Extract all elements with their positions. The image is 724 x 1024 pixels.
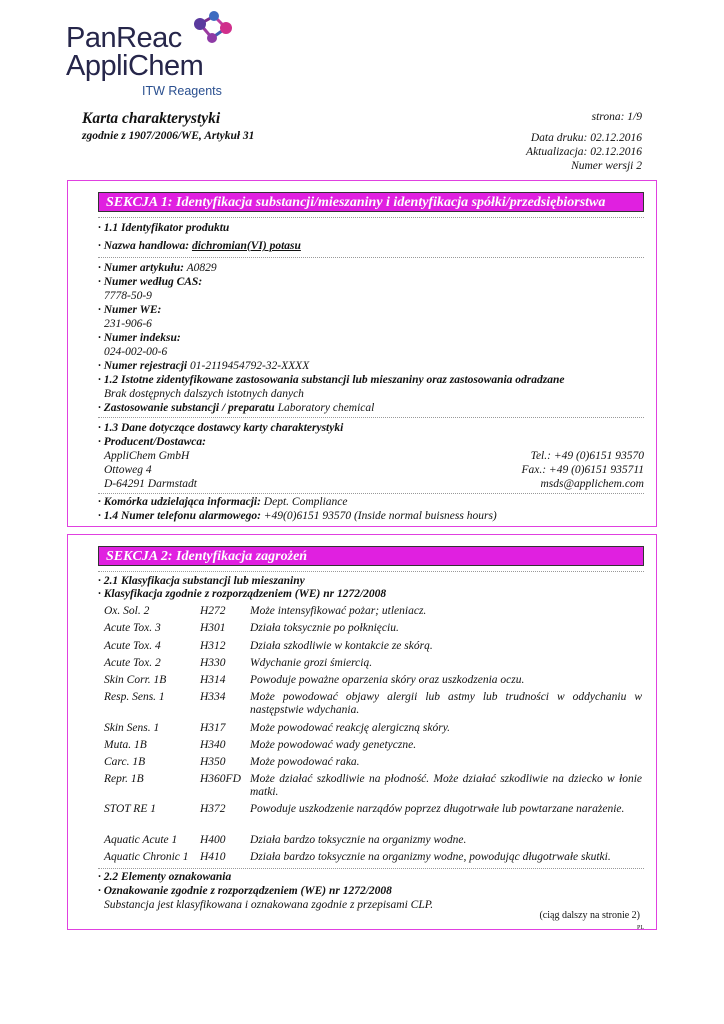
info-label: · Komórka udzielająca informacji:: [98, 496, 261, 508]
brand-name-line2: AppliChem: [66, 50, 204, 82]
company-name: AppliChem GmbH: [104, 450, 190, 462]
labelling-value: Substancja jest klasyfikowana i oznakowana zgodnie z przepisami CLP.: [104, 899, 434, 911]
brand-name-line1: PanReac: [66, 22, 182, 54]
hazard-statement: Może intensyfikować pożar; utleniacz.: [250, 605, 427, 617]
molecule-logo-icon: [186, 6, 242, 52]
hazard-class: Carc. 1B: [104, 756, 146, 768]
hazard-code: H360FD: [200, 773, 241, 785]
hazard-statement: Powoduje uszkodzenie narządów poprzez długotrwałe lub powtarzane narażenie.: [250, 803, 625, 815]
company-street: Ottoweg 4: [104, 464, 152, 476]
hazard-code: H314: [200, 674, 226, 686]
continued-note: (ciąg dalszy na stronie 2): [539, 910, 640, 921]
hazard-code: H272: [200, 605, 226, 617]
hazard-statement: Działa toksycznie po połknięciu.: [250, 622, 399, 634]
classification-label: · 2.1 Klasyfikacja substancji lub mieszaniny: [98, 575, 305, 587]
info-value: Dept. Compliance: [263, 496, 348, 508]
hazard-code: H350: [200, 756, 226, 768]
version-number: Numer wersji 2: [571, 160, 642, 172]
hazard-code: H334: [200, 691, 226, 703]
trade-name-row: [98, 240, 644, 253]
hazard-code: H330: [200, 657, 226, 669]
emergency-label: · 1.4 Numer telefonu alarmowego:: [98, 510, 261, 522]
hazard-statement: Działa szkodliwie w kontakcie ze skórą.: [250, 640, 433, 652]
update-date: Aktualizacja: 02.12.2016: [526, 146, 642, 158]
registration-label: · Numer rejestracji: [98, 360, 188, 372]
application-row: [98, 402, 644, 415]
section-2: [67, 534, 657, 930]
article-value: A0829: [186, 262, 217, 274]
hazard-statement: Może powodować wady genetyczne.: [250, 739, 417, 751]
index-value: 024-002-00-6: [104, 346, 168, 358]
emergency-value: +49(0)6151 93570 (Inside normal buisness hours): [263, 510, 497, 522]
section-1-heading: SEKCJA 1: Identyfikacja substancji/mieszaniny i identyfikacja spółki/przedsiębiorstwa: [98, 192, 644, 212]
label-elements-label: · 2.2 Elementy oznakowania: [98, 871, 232, 883]
print-date: Data druku: 02.12.2016: [530, 132, 642, 144]
registration-row: [98, 360, 644, 373]
hazard-class: Acute Tox. 2: [104, 657, 161, 669]
article-label: · Numer artykułu:: [98, 262, 184, 274]
document-subtitle: zgodnie z 1907/2006/WE, Artykuł 31: [82, 130, 255, 142]
hazard-class: Resp. Sens. 1: [104, 691, 165, 703]
we-value: 231-906-6: [104, 318, 152, 330]
hazard-code: H312: [200, 640, 226, 652]
hazard-class: Acute Tox. 3: [104, 622, 161, 634]
trade-name-value: dichromian(VI) potasu: [191, 240, 301, 252]
uses-label: · 1.2 Istotne zidentyfikowane zastosowania substancji lub mieszaniny oraz zastosowania odradzane: [98, 374, 565, 386]
divider: [98, 257, 644, 258]
hazard-class: Skin Sens. 1: [104, 722, 160, 734]
article-row: [98, 262, 644, 275]
hazard-statement: Działa bardzo toksycznie na organizmy wodne, powodując długotrwałe skutki.: [250, 851, 611, 863]
producer-label: · Producent/Dostawca:: [98, 436, 206, 448]
hazard-statement: Działa bardzo toksycznie na organizmy wodne.: [250, 834, 467, 846]
info-row: [98, 496, 644, 509]
emergency-row: [98, 510, 644, 523]
cas-label: · Numer według CAS:: [98, 276, 203, 288]
divider: [98, 493, 644, 494]
hazard-statement: Wdychanie grozi śmiercią.: [250, 657, 373, 669]
labelling-regulation-label: · Oznakowanie zgodnie z rozporządzeniem (WE) nr 1272/2008: [98, 885, 392, 897]
application-label: · Zastosowanie substancji / preparatu: [98, 402, 275, 414]
classification-regulation-label: · Klasyfikacja zgodnie z rozporządzeniem (WE) nr 1272/2008: [98, 588, 387, 600]
hazard-class: STOT RE 1: [104, 803, 156, 815]
section-2-heading: SEKCJA 2: Identyfikacja zagrożeń: [98, 546, 644, 566]
registration-value: 01-2119454792-32-XXXX: [190, 360, 310, 372]
hazard-statement: Może powodować raka.: [250, 756, 360, 768]
application-value: Laboratory chemical: [277, 402, 375, 414]
divider: [98, 571, 644, 572]
brand-tagline: ITW Reagents: [142, 84, 222, 98]
hazard-code: H340: [200, 739, 226, 751]
product-identifier-label: · 1.1 Identyfikator produktu: [98, 222, 230, 234]
company-logo: [62, 6, 262, 102]
uses-value: Brak dostępnych dalszych istotnych danych: [104, 388, 304, 400]
hazard-code: H317: [200, 722, 226, 734]
hazard-code: H301: [200, 622, 226, 634]
company-city: D-64291 Darmstadt: [104, 478, 197, 490]
hazard-code: H400: [200, 834, 226, 846]
hazard-statement: Powoduje poważne oparzenia skóry oraz uszkodzenia oczu.: [250, 674, 525, 686]
company-fax: Fax.: +49 (0)6151 935711: [521, 464, 644, 476]
hazard-code: H372: [200, 803, 226, 815]
hazard-class: Skin Corr. 1B: [104, 674, 167, 686]
we-label: · Numer WE:: [98, 304, 162, 316]
language-code: PL: [636, 925, 644, 931]
section-1: [67, 180, 657, 527]
hazard-statement: Może powodować reakcję alergiczną skóry.: [250, 722, 451, 734]
hazard-statement: Może powodować objawy alergii lub astmy lub trudności w oddychaniu w następstwie wdychania.: [250, 691, 642, 716]
document-title: Karta charakterystyki: [82, 110, 221, 127]
divider: [98, 417, 644, 418]
hazard-class: Ox. Sol. 2: [104, 605, 150, 617]
cas-value: 7778-50-9: [104, 290, 152, 302]
hazard-class: Aquatic Acute 1: [104, 834, 178, 846]
hazard-statement: Może działać szkodliwie na płodność. Może działać szkodliwie na dziecko w łonie matki.: [250, 773, 642, 798]
company-email[interactable]: msds@applichem.com: [540, 478, 644, 490]
divider: [98, 217, 644, 218]
hazard-class: Aquatic Chronic 1: [104, 851, 189, 863]
hazard-class: Acute Tox. 4: [104, 640, 161, 652]
supplier-label: · 1.3 Dane dotyczące dostawcy karty charakterystyki: [98, 422, 344, 434]
hazard-class: Muta. 1B: [104, 739, 147, 751]
company-tel: Tel.: +49 (0)6151 93570: [530, 450, 644, 462]
hazard-class: Repr. 1B: [104, 773, 144, 785]
index-label: · Numer indeksu:: [98, 332, 181, 344]
trade-name-label: · Nazwa handlowa:: [98, 240, 190, 252]
divider: [98, 868, 644, 869]
page-number: strona: 1/9: [591, 111, 642, 123]
hazard-code: H410: [200, 851, 226, 863]
